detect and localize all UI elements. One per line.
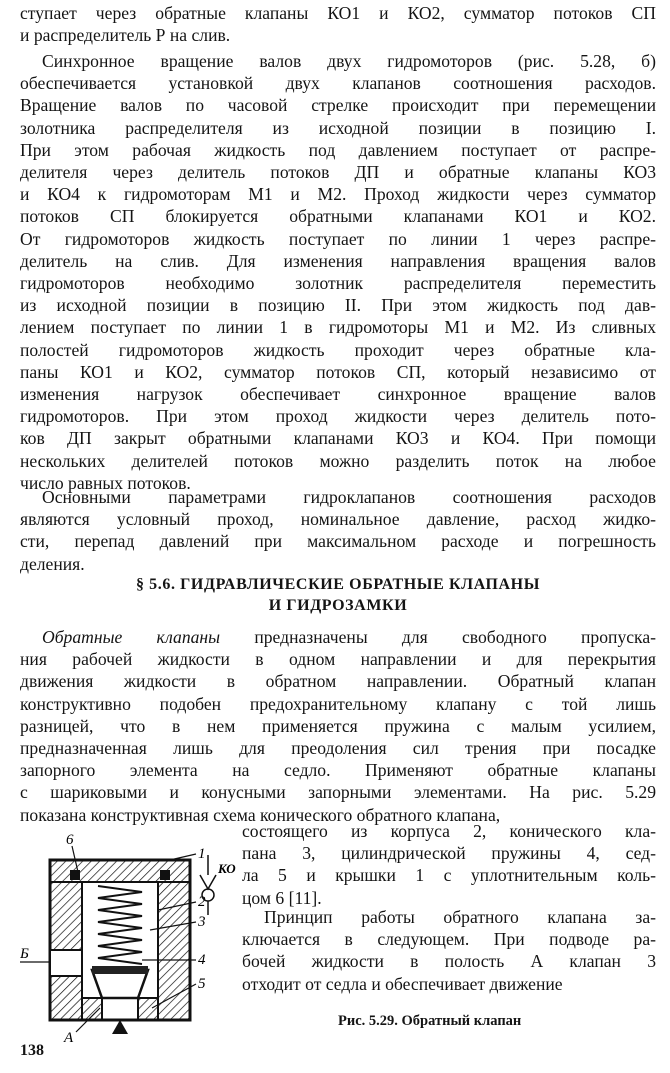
text-line: ступает через обратные клапаны КО1 и КО2, сумматор потоков СП (20, 3, 656, 23)
text-line: потоков СП блокируется обратными клапанами КО1 и КО2. (20, 206, 656, 227)
text-line: являются условный проход, номинальное давление, расход жидко- (20, 509, 656, 530)
text-line: конструктивно подобен предохранительному клапану с той лишь (20, 693, 656, 714)
text-line: состоящего из корпуса 2, конического кла- (242, 821, 656, 841)
label-3: 3 (198, 914, 206, 930)
text-line: с шариковыми и конусными запорными элементами. На рис. 5.29 (20, 782, 656, 803)
label-1: 1 (198, 846, 206, 862)
heading-line-1: § 5.6. ГИДРАВЛИЧЕСКИЕ ОБРАТНЫЕ КЛАПАНЫ (135, 576, 541, 593)
paragraph-check-valves (20, 626, 656, 826)
text-line: деления. (20, 553, 85, 574)
text-line: ключается в следующем. При подводе ра- (242, 929, 656, 950)
text-line: Синхронное вращение валов двух гидромоторов (рис. 5.28, б) (42, 51, 656, 71)
text-line: разницей, что в нем применяется пружина с малым усилием, (20, 715, 656, 736)
text-line: Обратные клапаны предназначены для свободного пропуска- (42, 627, 657, 647)
text-line: золотника распределителя из исходной позиции в позицию I. (20, 117, 656, 138)
text-line: гидромоторов. При этом проход жидкости через делитель пото- (20, 406, 656, 427)
text-line: От гидромоторов жидкость поступает по линии 1 через распре- (20, 228, 656, 249)
text-line: движения жидкости в обратном направлении. Обратный клапан (20, 671, 656, 692)
text-line: отходит от седла и обеспечивает движение (242, 973, 563, 994)
text-line: ков ДП закрыт обратными клапанами КО3 и КО4. При помощи (20, 428, 656, 449)
label-b: Б (20, 946, 29, 962)
label-a: А (64, 1030, 74, 1045)
paragraph-parameters (20, 486, 656, 575)
heading-line-2: И ГИДРОЗАМКИ (268, 597, 408, 614)
paragraph-check-valves-continued (242, 820, 656, 909)
text-line: лением поступает по линии 1 в гидромоторы М1 и М2. Из сливных (20, 317, 656, 338)
paragraph-intro (20, 2, 656, 46)
text-line: Вращение валов по часовой стрелке происходит при перемещении (20, 95, 656, 116)
text-line: бочей жидкости в полость А клапан 3 (242, 951, 656, 972)
label-4: 4 (198, 952, 206, 968)
text-line: число равных потоков. (20, 472, 191, 493)
paragraph-operating-principle (242, 906, 656, 995)
symbol-label: КО (218, 861, 236, 876)
text-line: из исходной позиции в позицию II. При этом жидкость под дав- (20, 295, 656, 316)
text-line: паны КО1 и КО2, сумматор потоков СП, который независимо от (20, 361, 656, 382)
page-number: 138 (20, 1042, 44, 1059)
label-2: 2 (198, 894, 206, 910)
text-line: ла 5 и крышки 1 с уплотнительным коль- (242, 865, 656, 886)
label-6: 6 (66, 832, 74, 848)
text-line: запорного элемента на седло. Применяют обратные клапаны (20, 760, 656, 781)
text-line: обеспечивается установкой двух клапанов соотношения расходов. (20, 73, 656, 94)
text-line: и КО4 к гидромоторам М1 и М2. Проход жидкости через сумматор (20, 184, 656, 205)
text-line: Основными параметрами гидроклапанов соотношения расходов (42, 487, 656, 507)
text-line: изменения нагрузок обеспечивает синхронное вращение валов (20, 384, 656, 405)
text-line: сти, перепад давлений при максимальном расходе и погрешность (20, 531, 656, 552)
text-line: полостей гидромоторов жидкость проходит через обратные кла- (20, 339, 656, 360)
text-line: Принцип работы обратного клапана за- (264, 907, 656, 927)
text-line: цом 6 [11]. (242, 887, 322, 908)
check-valve-symbol (196, 855, 244, 915)
text-line: При этом рабочая жидкость под давлением поступает от распре- (20, 139, 656, 160)
text-line: пана 3, цилиндрической пружины 4, сед- (242, 843, 656, 864)
text-line: делитель на слив. Для изменения направления вращения валов (20, 250, 656, 271)
text-line: делителя через делитель потоков ДП и обратные клапаны КО3 (20, 162, 656, 183)
section-heading (20, 574, 656, 616)
text-line: гидромоторов необходимо золотник распределителя переместить (20, 273, 656, 294)
text-line: и распределитель Р на слив. (20, 25, 231, 46)
text-line: нескольких делителей потоков можно разделить поток на любое (20, 450, 656, 471)
label-5: 5 (198, 976, 206, 992)
text-line: предназначенная лишь для преодоления сил трения при посадке (20, 738, 656, 759)
paragraph-synchronous-rotation (20, 50, 656, 494)
text-line: показана конструктивная схема конического обратного клапана, (20, 804, 501, 825)
figure-caption: Рис. 5.29. Обратный клапан (338, 1013, 522, 1029)
text-line: ния рабочей жидкости в одном направлении и для перекрытия (20, 649, 656, 670)
